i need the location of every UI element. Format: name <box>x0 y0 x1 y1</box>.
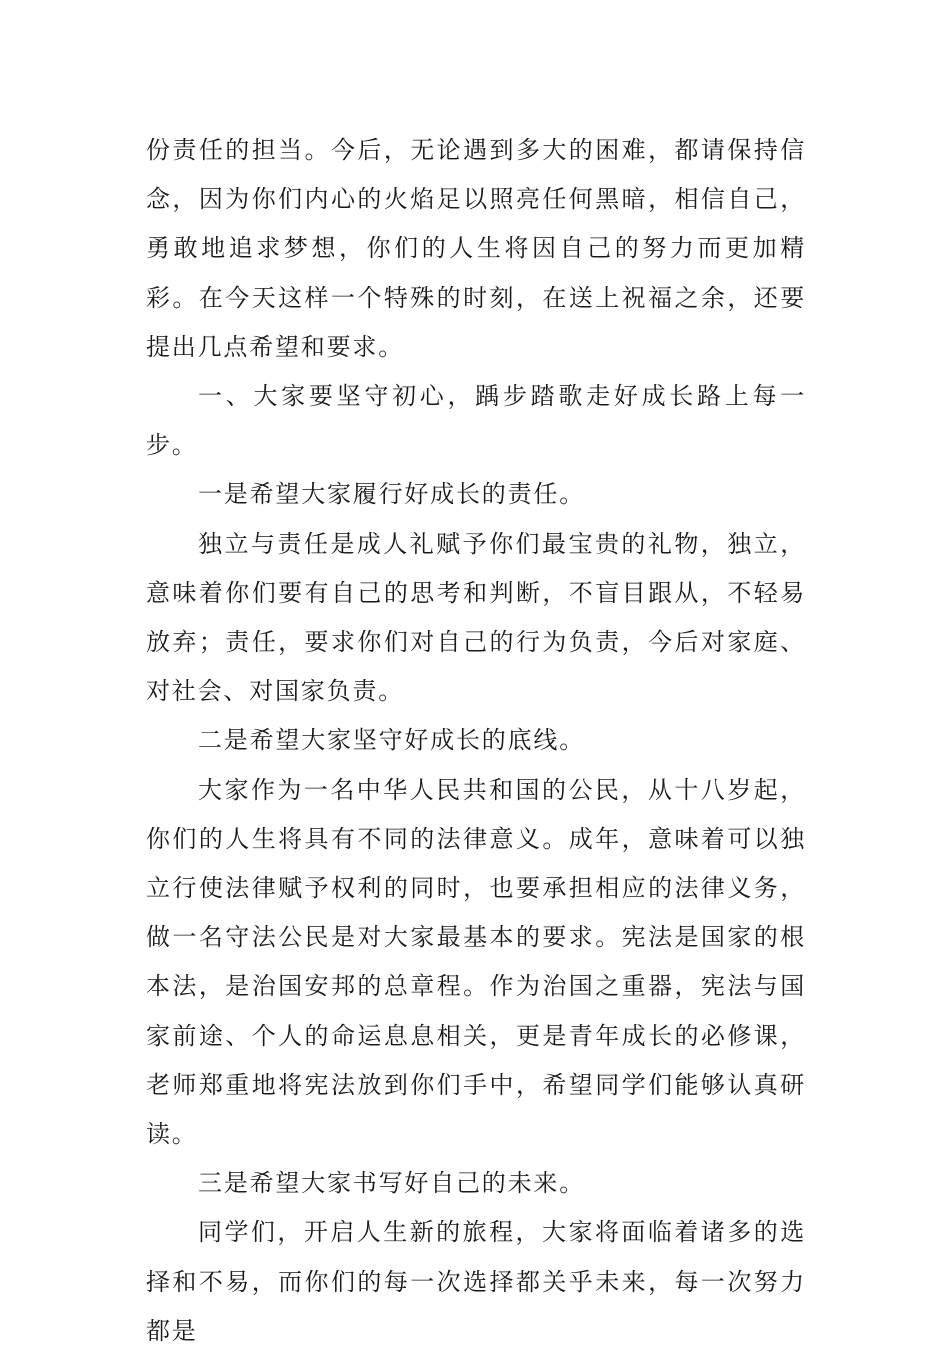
point-heading-3: 三是希望大家书写好自己的未来。 <box>198 1169 585 1198</box>
paragraph-responsibility: 独立与责任是成人礼赋予你们最宝贵的礼物，独立，意味着你们要有自己的思考和判断，不盲目跟从，不轻易放弃；责任，要求你们对自己的行为负责，今后对家庭、对社会、对国家负责。 <box>146 529 806 706</box>
section-heading-1: 一、大家要坚守初心，踽步踏歌走好成长路上每一步。 <box>146 382 806 460</box>
paragraph-future: 同学们，开启人生新的旅程，大家将面临着诸多的选择和不易，而你们的每一次选择都关乎未来，每一次努力都是 <box>146 1218 806 1345</box>
point-heading-2: 二是希望大家坚守好成长的底线。 <box>198 726 585 755</box>
document-body <box>146 126 806 1356</box>
paragraph-law: 大家作为一名中华人民共和国的公民，从十八岁起，你们的人生将具有不同的法律意义。成年，意味着可以独立行使法律赋予权利的同时，也要承担相应的法律义务，做一名守法公民是对大家最基本的要求。宪法是国家的根本法，是治国安邦的总章程。作为治国之重器，宪法与国家前途、个人的命运息息相关，更是青年成长的必修课，老师郑重地将宪法放到你们手中，希望同学们能够认真研读。 <box>146 775 806 1149</box>
paragraph-continuation: 份责任的担当。今后，无论遇到多大的困难，都请保持信念，因为你们内心的火焰足以照亮任何黑暗，相信自己，勇敢地追求梦想，你们的人生将因自己的努力而更加精彩。在今天这样一个特殊的时刻，在送上祝福之余，还要提出几点希望和要求。 <box>146 136 806 361</box>
point-heading-1: 一是希望大家履行好成长的责任。 <box>198 480 585 509</box>
